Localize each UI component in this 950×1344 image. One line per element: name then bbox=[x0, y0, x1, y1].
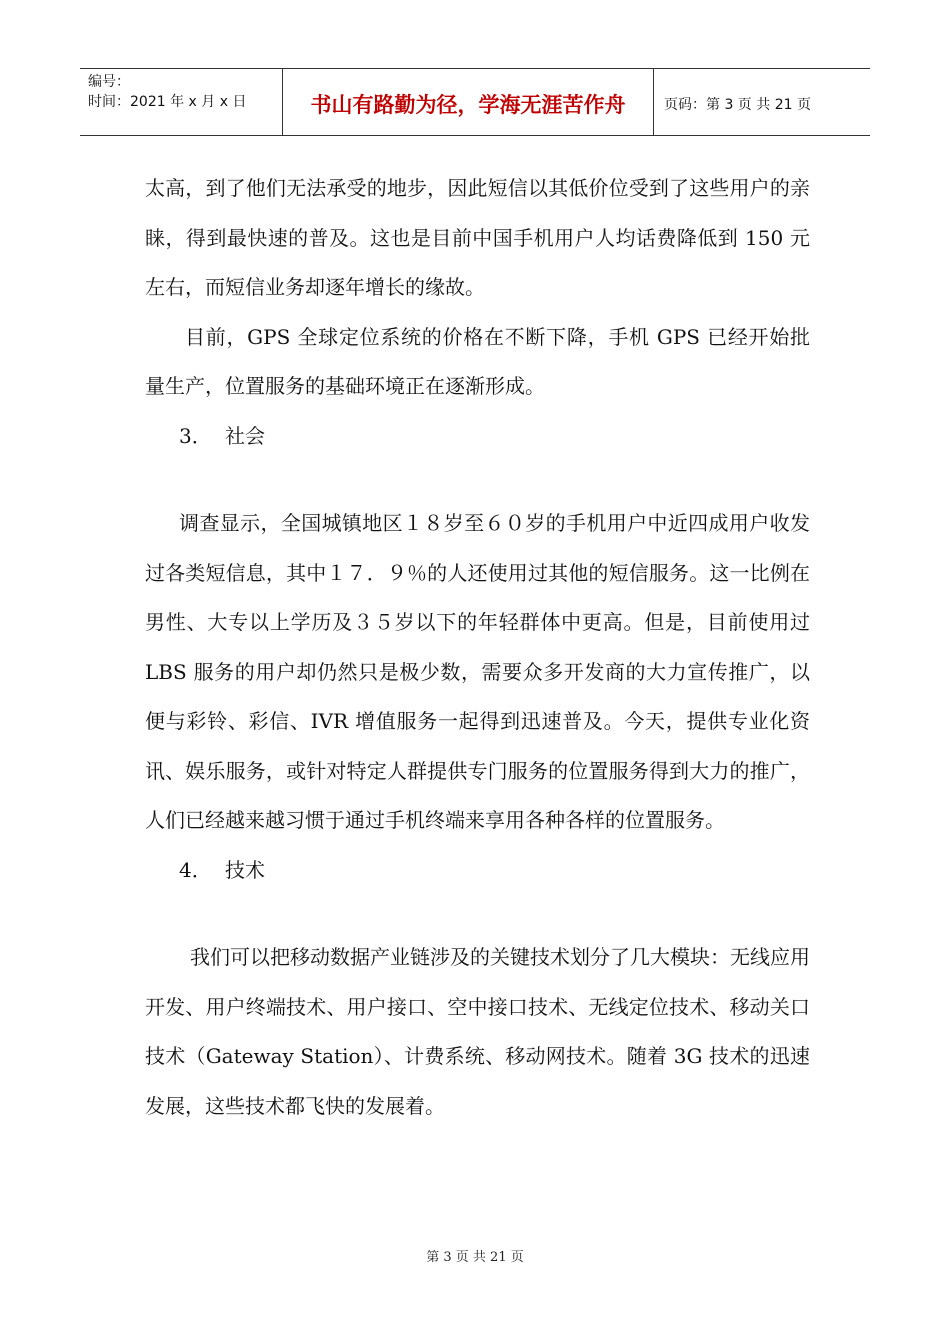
header-page-cell bbox=[654, 69, 870, 135]
footer-page-number: 第 3 页 共 21 页 bbox=[426, 1250, 524, 1265]
header-motto-cell bbox=[283, 69, 654, 135]
header-meta-cell bbox=[80, 69, 283, 135]
paragraph-4: 我们可以把移动数据产业链涉及的关键技术划分了几大模块：无线应用开发、用户终端技术、用户接口、空中接口技术、无线定位技术、移动关口技术（Gateway Station）、计费系统、移动网技术。随着 3G 技术的迅速发展，这些技术都飞快的发展着。 bbox=[145, 945, 810, 1118]
document-body bbox=[145, 164, 810, 1131]
section-number-4: 4． bbox=[179, 857, 212, 882]
motto-text: 书山有路勤为径，学海无涯苦作舟 bbox=[310, 93, 626, 117]
page-footer bbox=[0, 1246, 950, 1265]
section-title-4: 技术 bbox=[225, 857, 265, 882]
paragraph-2: 目前，GPS 全球定位系统的价格在不断下降，手机 GPS 已经开始批量生产，位置服务的基础环境正在逐渐形成。 bbox=[145, 324, 810, 398]
spacer bbox=[145, 895, 810, 933]
section-heading-3 bbox=[145, 412, 810, 462]
date-label: 时间：2021 年 x 月 x 日 bbox=[88, 94, 247, 110]
spacer bbox=[145, 461, 810, 499]
header-table bbox=[80, 68, 870, 136]
section-title-3: 社会 bbox=[225, 423, 265, 448]
header-page-info: 页码：第 3 页 共 21 页 bbox=[664, 97, 811, 113]
section-number-3: 3． bbox=[179, 423, 212, 448]
serial-number-label: 编号： bbox=[88, 74, 130, 90]
paragraph-1: 太高，到了他们无法承受的地步，因此短信以其低价位受到了这些用户的亲睐，得到最快速的普及。这也是目前中国手机用户人均话费降低到 150 元左右，而短信业务却逐年增长的缘故。 bbox=[145, 176, 810, 299]
paragraph-3: 调查显示，全国城镇地区１８岁至６０岁的手机用户中近四成用户收发过各类短信息，其中１７．９％的人还使用过其他的短信服务。这一比例在男性、大专以上学历及３５岁以下的年轻群体中更高。但是，目前使用过 LBS 服务的用户却仍然只是极少数，需要众多开发商的大力宣传推广，以便与彩铃、彩信、IVR 增值服务一起得到迅速普及。今天，提供专业化资讯、娱乐服务，或针对特定人群提供专门服务的位置服务得到大力的推广，人们已经越来越习惯于通过手机终端来享用各种各样的位置服务。 bbox=[145, 511, 810, 832]
section-heading-4 bbox=[145, 846, 810, 896]
